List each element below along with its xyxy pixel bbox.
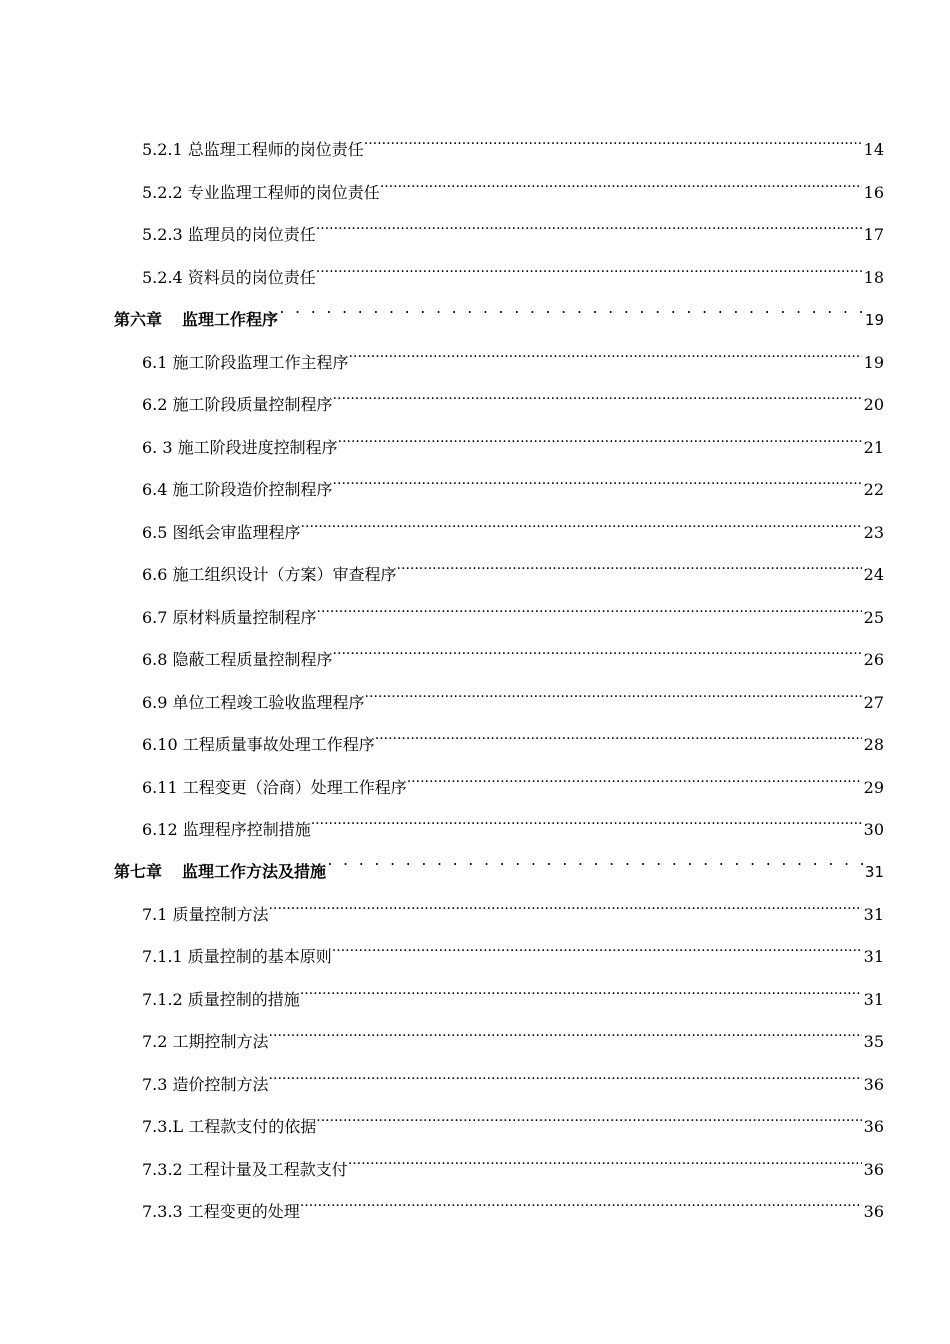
toc-chapter-entry[interactable] xyxy=(114,295,884,329)
toc-leader-dots xyxy=(375,720,862,750)
toc-leader-dots xyxy=(365,678,862,708)
toc-entry-title: 6.7 原材料质量控制程序 xyxy=(142,608,317,627)
toc-entry-page: 30 xyxy=(863,820,884,839)
toc-entry-title: 7.2 工期控制方法 xyxy=(142,1032,269,1051)
toc-entry-page: 24 xyxy=(863,565,884,584)
toc-entry-title: 7.3.2 工程计量及工程款支付 xyxy=(142,1160,348,1179)
toc-entry-page: 36 xyxy=(863,1075,884,1094)
toc-leader-dots xyxy=(397,550,862,580)
toc-entry-page: 27 xyxy=(863,693,884,712)
toc-leader-dots xyxy=(269,1060,862,1090)
toc-entry[interactable] xyxy=(142,678,884,712)
toc-entry-page: 14 xyxy=(863,140,884,159)
toc-leader-dots xyxy=(316,253,862,283)
toc-entry-page: 36 xyxy=(863,1202,884,1221)
toc-entry[interactable] xyxy=(142,593,884,627)
toc-entry-page: 26 xyxy=(863,650,884,669)
toc-chapter-title xyxy=(114,305,278,335)
toc-entry[interactable] xyxy=(142,1060,884,1094)
toc-chapter-name: 监理工作方法及措施 xyxy=(182,862,327,881)
toc-entry-title: 6.1 施工阶段监理工作主程序 xyxy=(142,353,349,372)
toc-leader-dots xyxy=(333,465,862,495)
toc-entry-title: 6.2 施工阶段质量控制程序 xyxy=(142,395,333,414)
toc-chapter-entry[interactable] xyxy=(114,847,884,881)
toc-entry[interactable] xyxy=(142,890,884,924)
toc-entry-page: 31 xyxy=(863,990,884,1009)
toc-entry[interactable] xyxy=(142,125,884,159)
toc-entry-title: 6.12 监理程序控制措施 xyxy=(142,820,311,839)
toc-entry-page: 19 xyxy=(863,353,884,372)
toc-entry-title: 7.3.L 工程款支付的依据 xyxy=(142,1117,317,1136)
toc-entry-page: 28 xyxy=(863,735,884,754)
toc-leader-dots xyxy=(332,932,862,962)
toc-entry-title: 7.1.2 质量控制的措施 xyxy=(142,990,300,1009)
toc-entry[interactable] xyxy=(142,338,884,372)
toc-chapter-number: 第六章 xyxy=(114,310,163,329)
toc-leader-dots xyxy=(300,1187,862,1217)
toc-entry[interactable] xyxy=(142,720,884,754)
toc-entry-page: 22 xyxy=(863,480,884,499)
toc-leader-dots xyxy=(349,338,862,368)
toc-entry[interactable] xyxy=(142,550,884,584)
toc-leader-dots xyxy=(301,508,862,538)
toc-entry-page: 31 xyxy=(863,947,884,966)
toc-chapter-name: 监理工作程序 xyxy=(182,310,279,329)
toc-entry-page: 25 xyxy=(863,608,884,627)
toc-entry-page: 20 xyxy=(863,395,884,414)
toc-leader-dots xyxy=(317,593,862,623)
toc-entry[interactable] xyxy=(142,508,884,542)
toc-leader-dots xyxy=(333,635,862,665)
toc-entry-title: 6.5 图纸会审监理程序 xyxy=(142,523,301,542)
toc-entry-page: 31 xyxy=(863,905,884,924)
toc-entry[interactable] xyxy=(142,1017,884,1051)
toc-entry-title: 6.4 施工阶段造价控制程序 xyxy=(142,480,333,499)
toc-entry-page: 36 xyxy=(863,1117,884,1136)
toc-leader-dots xyxy=(380,168,862,198)
toc-leader-dots xyxy=(278,295,863,325)
toc-entry-title: 6.9 单位工程竣工验收监理程序 xyxy=(142,693,365,712)
toc-leader-dots xyxy=(338,423,862,453)
toc-entry[interactable] xyxy=(142,975,884,1009)
toc-entry-title: 7.1 质量控制方法 xyxy=(142,905,269,924)
toc-chapter-number: 第七章 xyxy=(114,862,163,881)
toc-entry-title: 5.2.3 监理员的岗位责任 xyxy=(142,225,316,244)
toc-entry-title: 7.1.1 质量控制的基本原则 xyxy=(142,947,332,966)
toc-leader-dots xyxy=(326,847,863,877)
toc-entry-title: 5.2.4 资料员的岗位责任 xyxy=(142,268,316,287)
toc-leader-dots xyxy=(348,1145,862,1175)
toc-chapter-title xyxy=(114,857,326,887)
toc-leader-dots xyxy=(269,1017,862,1047)
toc-entry-page: 17 xyxy=(863,225,884,244)
toc-entry-page: 19 xyxy=(864,311,884,329)
toc-leader-dots xyxy=(269,890,862,920)
toc-entry-title: 6.8 隐蔽工程质量控制程序 xyxy=(142,650,333,669)
toc-entry-title: 6.10 工程质量事故处理工作程序 xyxy=(142,735,375,754)
toc-entry-title: 5.2.1 总监理工程师的岗位责任 xyxy=(142,140,364,159)
toc-entry[interactable] xyxy=(142,168,884,202)
toc-entry-page: 36 xyxy=(863,1160,884,1179)
toc-entry[interactable] xyxy=(142,423,884,457)
toc-entry[interactable] xyxy=(142,380,884,414)
toc-entry-page: 35 xyxy=(863,1032,884,1051)
toc-entry-page: 23 xyxy=(863,523,884,542)
toc-entry-title: 6.6 施工组织设计（方案）审查程序 xyxy=(142,565,397,584)
toc-entry-title: 6.11 工程变更（洽商）处理工作程序 xyxy=(142,778,407,797)
toc-entry[interactable] xyxy=(142,635,884,669)
toc-entry-page: 18 xyxy=(863,268,884,287)
toc-entry-title: 5.2.2 专业监理工程师的岗位责任 xyxy=(142,183,380,202)
toc-entry-page: 29 xyxy=(863,778,884,797)
toc-entry-page: 16 xyxy=(863,183,884,202)
toc-entry[interactable] xyxy=(142,210,884,244)
toc-entry-title: 7.3 造价控制方法 xyxy=(142,1075,269,1094)
toc-entry-title: 7.3.3 工程变更的处理 xyxy=(142,1202,300,1221)
toc-leader-dots xyxy=(407,763,862,793)
toc-entry[interactable] xyxy=(142,1187,884,1221)
toc-leader-dots xyxy=(311,805,862,835)
toc-entry[interactable] xyxy=(142,465,884,499)
toc-entry-page: 31 xyxy=(864,863,884,881)
toc-leader-dots xyxy=(316,210,862,240)
toc-leader-dots xyxy=(333,380,862,410)
toc-leader-dots xyxy=(300,975,862,1005)
toc-entry[interactable] xyxy=(142,253,884,287)
toc-entry-title: 6. 3 施工阶段进度控制程序 xyxy=(142,438,338,457)
toc-entry[interactable] xyxy=(142,932,884,966)
toc-entry[interactable] xyxy=(142,805,884,839)
toc-leader-dots xyxy=(316,1102,861,1132)
toc-entry-page: 21 xyxy=(863,438,884,457)
toc-leader-dots xyxy=(364,125,862,155)
toc-entry[interactable] xyxy=(142,1145,884,1179)
toc-entry[interactable] xyxy=(142,1102,884,1136)
toc-entry[interactable] xyxy=(142,763,884,797)
